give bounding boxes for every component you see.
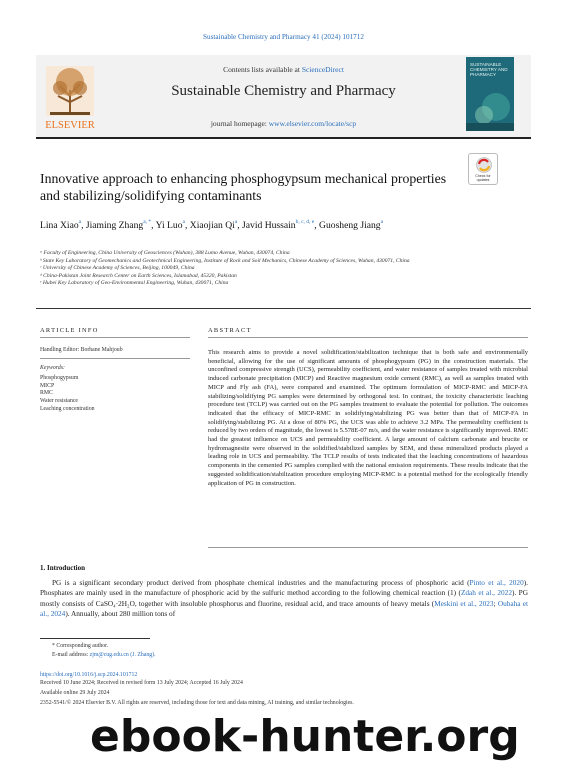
intro-text-4: ; <box>493 598 498 608</box>
keywords-heading: Keywords: <box>40 365 65 371</box>
author-name[interactable]: Guosheng Jiang <box>319 220 381 231</box>
affiliations <box>40 250 510 288</box>
author-affiliation-marker[interactable]: a <box>78 219 82 225</box>
keyword-item: Leaching concentration <box>40 405 95 412</box>
author-affiliation-marker[interactable]: a <box>234 219 238 225</box>
author-name[interactable]: Xiaojian Qi <box>189 220 235 231</box>
check-updates-icon <box>469 155 499 175</box>
handling-editor: Handling Editor: Borhane Mahjoub <box>40 347 123 353</box>
elsevier-logo <box>40 62 100 134</box>
email-link[interactable]: zjm@cug.edu.cn (J. Zhang). <box>89 652 156 658</box>
watermark-text: ebook-hunter.org <box>90 711 520 762</box>
footnote-divider <box>40 638 150 639</box>
online-date: Available online 29 July 2024 <box>40 690 110 696</box>
abstract-text: This research aims to provide a novel solidification/stabilization technique that is both safe and environmentally beneficial, allowing for the use of significant amounts of phosphogypsum (PG) in the construction materials. The unconfined compressive strength (UCS), permeability coefficient, and water resistance of samples treated with microbial induced carbonate precipitation (MICP) and Reactive magnesium oxide cement (RMC), as well as samples treated with MICP and Fly ash (FA), were compared and examined. The optimum formulation of MICP-RMC and MICP-FA stabilizing/solidifying PG samples were determined by orthogonal test. In contrast, the toxicity characteristic leaching procedure test (TCLP) was carried out on the PG samples treatment to evaluate the potential for pollution. The outcomes indicated that the efficacy of MICP-RMC in solidifying/stabilizing PG was better than that of MICP-FA in solidifying/stabilizing PG. At a dose of 80% PG, the UCS was able to achieve 3.2 MPa. The permeability coefficient is reduced by two orders of magnitude, the lowest is 5.578E-07 m/s, and the water resistance is significantly improved. RMC had the greatest influence on UCS and permeability coefficient. A large amount of calcium carbonate and brucite or hydromagnesite were observed in the solidified/stabilized samples by SEM, and these mineralized products played a leading role in UCS and permeability. The TCLP results of tests indicated that the leaching concentrations of hazardous components in the cemented PG samples complied with the national emission requirements. These results indicate that the suggested solidification/stabilization procedure employing MICP-RMC is a potential method for the ecologically friendly application of PG in construction. <box>208 349 528 487</box>
elsevier-tree-icon <box>40 62 100 134</box>
article-info-heading: ARTICLE INFO <box>40 327 99 334</box>
cover-title: SUSTAINABLE CHEMISTRY AND PHARMACY <box>470 62 508 77</box>
author-name[interactable]: Lina Xiao <box>40 220 79 231</box>
copyright-notice: 2352-5541/© 2024 Elsevier B.V. All rights are reserved, including those for text and data mining, AI training, and similar technologies. <box>40 700 354 706</box>
author-list: Lina Xiao$^a$, Jiaming Zhang$^{a, *}$, Yi Luo$^a$, Xiaojian Qi$^a$, Javid Hussain$^{b, c, d, e}$, Guosheng Jiang$^a$ <box>40 219 384 231</box>
affiliation-line: ᵉ Hubei Key Laboratory of Geo-Environmental Engineering, Wuhan, 430071, China <box>40 280 229 287</box>
paper-title: Innovative approach to enhancing phosphogypsum mechanical properties and stabilizing/solidifying contaminants <box>40 171 447 203</box>
affiliation-line: ᵃ Faculty of Engineering, China University of Geosciences (Wuhan), 388 Lumo Avenue, Wuhan, 430074, China <box>40 250 290 256</box>
sciencedirect-link[interactable]: ScienceDirect <box>301 65 344 74</box>
check-for-updates-badge[interactable] <box>468 153 498 185</box>
keyword-item: Phosphogypsum <box>40 375 79 381</box>
received-dates: Received 10 June 2024; Received in revised form 13 July 2024; Accepted 16 July 2024 <box>40 680 243 686</box>
intro-text-5: ). Annually, about 280 million tons of <box>65 609 176 619</box>
author-name[interactable]: Jiaming Zhang <box>85 220 144 231</box>
contents-prefix: Contents lists available at <box>223 65 302 74</box>
abstract-divider <box>208 337 528 338</box>
keywords-divider <box>40 358 190 359</box>
introduction-heading: 1. Introduction <box>40 564 85 572</box>
journal-title: Sustainable Chemistry and Pharmacy <box>171 83 396 99</box>
email-note <box>52 652 156 658</box>
check-updates-label: Check for updates <box>475 174 491 182</box>
intro-text-1: PG is a significant secondary product derived from phosphate chemical industries and the manufacturing process of phosphoric acid ( <box>52 578 470 587</box>
introduction-paragraph <box>40 578 528 620</box>
keyword-item: MICP <box>40 382 55 389</box>
affiliation-line: ᵈ China-Pakistan Joint Research Center on Earth Sciences, Islamabad, 45320, Pakistan <box>40 272 237 279</box>
doi-link[interactable]: https://doi.org/10.1016/j.scp.2024.101712 <box>40 672 138 678</box>
intro-text-3: ). PG mostly consists of CaSO₄·2H₂O, together with insoluble phosphorus and fluorine, residual acid, and trace amounts of heavy metals ( <box>40 588 528 608</box>
affiliation-line: ᶜ University of Chinese Academy of Sciences, Beijing, 100049, China <box>40 265 195 272</box>
keyword-item: Water resistance <box>40 398 78 405</box>
keyword-list <box>40 375 95 414</box>
homepage-link[interactable]: www.elsevier.com/locate/scp <box>268 119 357 128</box>
author-affiliation-marker[interactable]: a <box>182 219 185 225</box>
cover-art-icon <box>466 57 514 131</box>
email-label: E-mail address: <box>52 652 90 658</box>
abstract-bottom-divider <box>208 547 528 548</box>
citation-link[interactable]: Meskini et al., 2023 <box>434 598 494 608</box>
author-affiliation-marker[interactable]: a <box>380 219 384 225</box>
author-affiliation-marker[interactable]: a, * <box>143 219 152 225</box>
homepage-prefix: journal homepage: <box>210 119 269 128</box>
author-name[interactable]: Yi Luo <box>155 220 183 231</box>
keyword-item: RMC <box>40 390 53 397</box>
journal-reference[interactable]: Sustainable Chemistry and Pharmacy 41 (2024) 101712 <box>203 33 364 41</box>
abstract-heading: ABSTRACT <box>208 327 252 334</box>
author-name[interactable]: Javid Hussain <box>242 220 296 231</box>
citation-link[interactable]: Zdah et al., 2022 <box>460 588 512 598</box>
citation-link[interactable]: Pinto et al., 2020 <box>469 578 524 587</box>
section-divider <box>36 308 531 309</box>
author-affiliation-marker[interactable]: b, c, d, e <box>295 219 315 225</box>
citation-link[interactable]: Oubaha et al., 2024 <box>40 598 528 619</box>
article-info-divider <box>40 337 190 338</box>
affiliation-line: ᵇ State Key Laboratory of Geomechanics and Geotechnical Engineering, Institute of Rock and Soil Mechanics, Chinese Academy of Sciences, Wuhan, 430071, China <box>40 257 410 264</box>
journal-cover-thumbnail[interactable] <box>466 57 514 131</box>
publisher-logo-text: ELSEVIER <box>45 120 95 131</box>
intro-text-2: ). Phosphates are mainly used in the manufacture of phosphoric acid by the sulfuric method according to the following chemical reaction (1) ( <box>40 578 528 598</box>
corresponding-author-note: * Corresponding author. <box>52 643 109 649</box>
